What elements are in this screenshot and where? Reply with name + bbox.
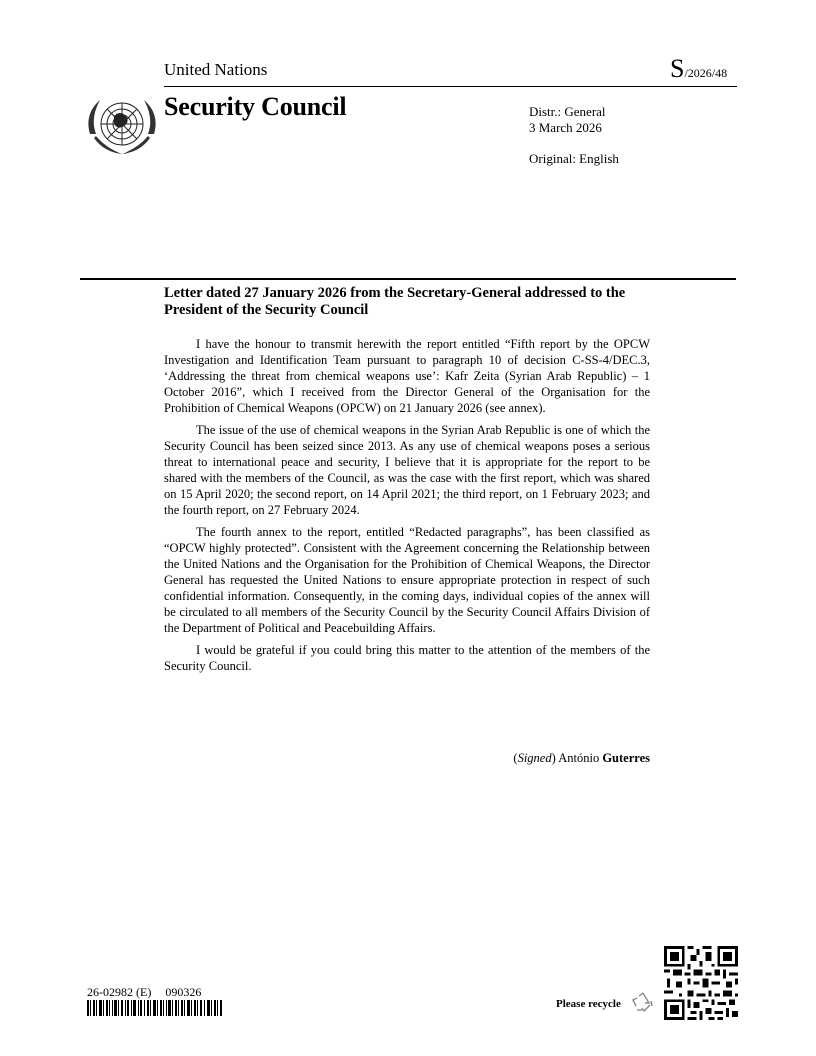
symbol-prefix: S [670, 54, 685, 83]
job-number [87, 985, 215, 1000]
document-symbol [670, 54, 727, 84]
title-rule [80, 278, 736, 280]
symbol-number: /2026/48 [684, 66, 728, 80]
signature-line: (Signed) António Guterres [513, 751, 650, 765]
original-language: Original: English [529, 151, 619, 166]
paragraph-2: The issue of the use of chemical weapons in the Syrian Arab Republic is one of which the Security Council has been seized since 2013. As any use of chemical weapons poses a serious threat to international peace and security, I believe that it is appropriate for the report to be shared with the members of the Council, as was the case with the first report, which was shared on 15 April 2020; the second report, on 14 April 2021; the third report, on 1 February 2023; and the fourth report, on 27 February 2024. [164, 423, 650, 517]
distribution: Distr.: General [529, 104, 606, 119]
un-emblem-icon [84, 94, 160, 158]
signed-label: Signed [517, 751, 552, 765]
barcode [87, 1000, 223, 1016]
signer-first-name: António [558, 751, 600, 765]
paragraph-3: The fourth annex to the report, entitled “Redacted paragraphs”, has been classified as “OPCW highly protected”. Consistent with the Agreement concerning the Relationship between the United Nations and the Organisation for the Prohibition of Chemical Weapons, the Director General has requested the United Nations to ensure appropriate protection in respect of such confidential information. Consequently, in the coming days, individual copies of the annex will be circulated to all members of the Security Council by the Security Council Affairs Division of the Department of Political and Peacebuilding Affairs. [164, 525, 650, 635]
recycle-label: Please recycle [556, 998, 621, 1010]
distribution-block [529, 104, 619, 167]
header-rule [164, 86, 737, 87]
document-title: Letter dated 27 January 2026 from the Secretary-General addressed to the President of the Security Council [164, 285, 626, 318]
paragraph-4: I would be grateful if you could bring this matter to the attention of the members of the Security Council. [164, 643, 650, 673]
qr-code [664, 946, 738, 1020]
recycle-icon [630, 990, 656, 1014]
letter-body [164, 336, 650, 680]
signer-last-name: Guterres [602, 751, 650, 765]
organization-name: United Nations [164, 60, 268, 79]
doc-date: 090326 [165, 985, 202, 999]
organ-name: Security Council [164, 92, 347, 121]
doc-number: 26-02982 (E) [87, 985, 152, 999]
issue-date: 3 March 2026 [529, 119, 602, 135]
paragraph-1: I have the honour to transmit herewith the report entitled “Fifth report by the OPCW Investigation and Identification Team pursuant to paragraph 10 of decision C-SS-4/DEC.3, ‘Addressing the threat from chemical weapons use’: Kafr Zeita (Syrian Arab Republic) – 1 October 2016”, which I received from the Director General of the Organisation for the Prohibition of Chemical Weapons (OPCW) on 21 January 2026 (see annex). [164, 337, 650, 415]
